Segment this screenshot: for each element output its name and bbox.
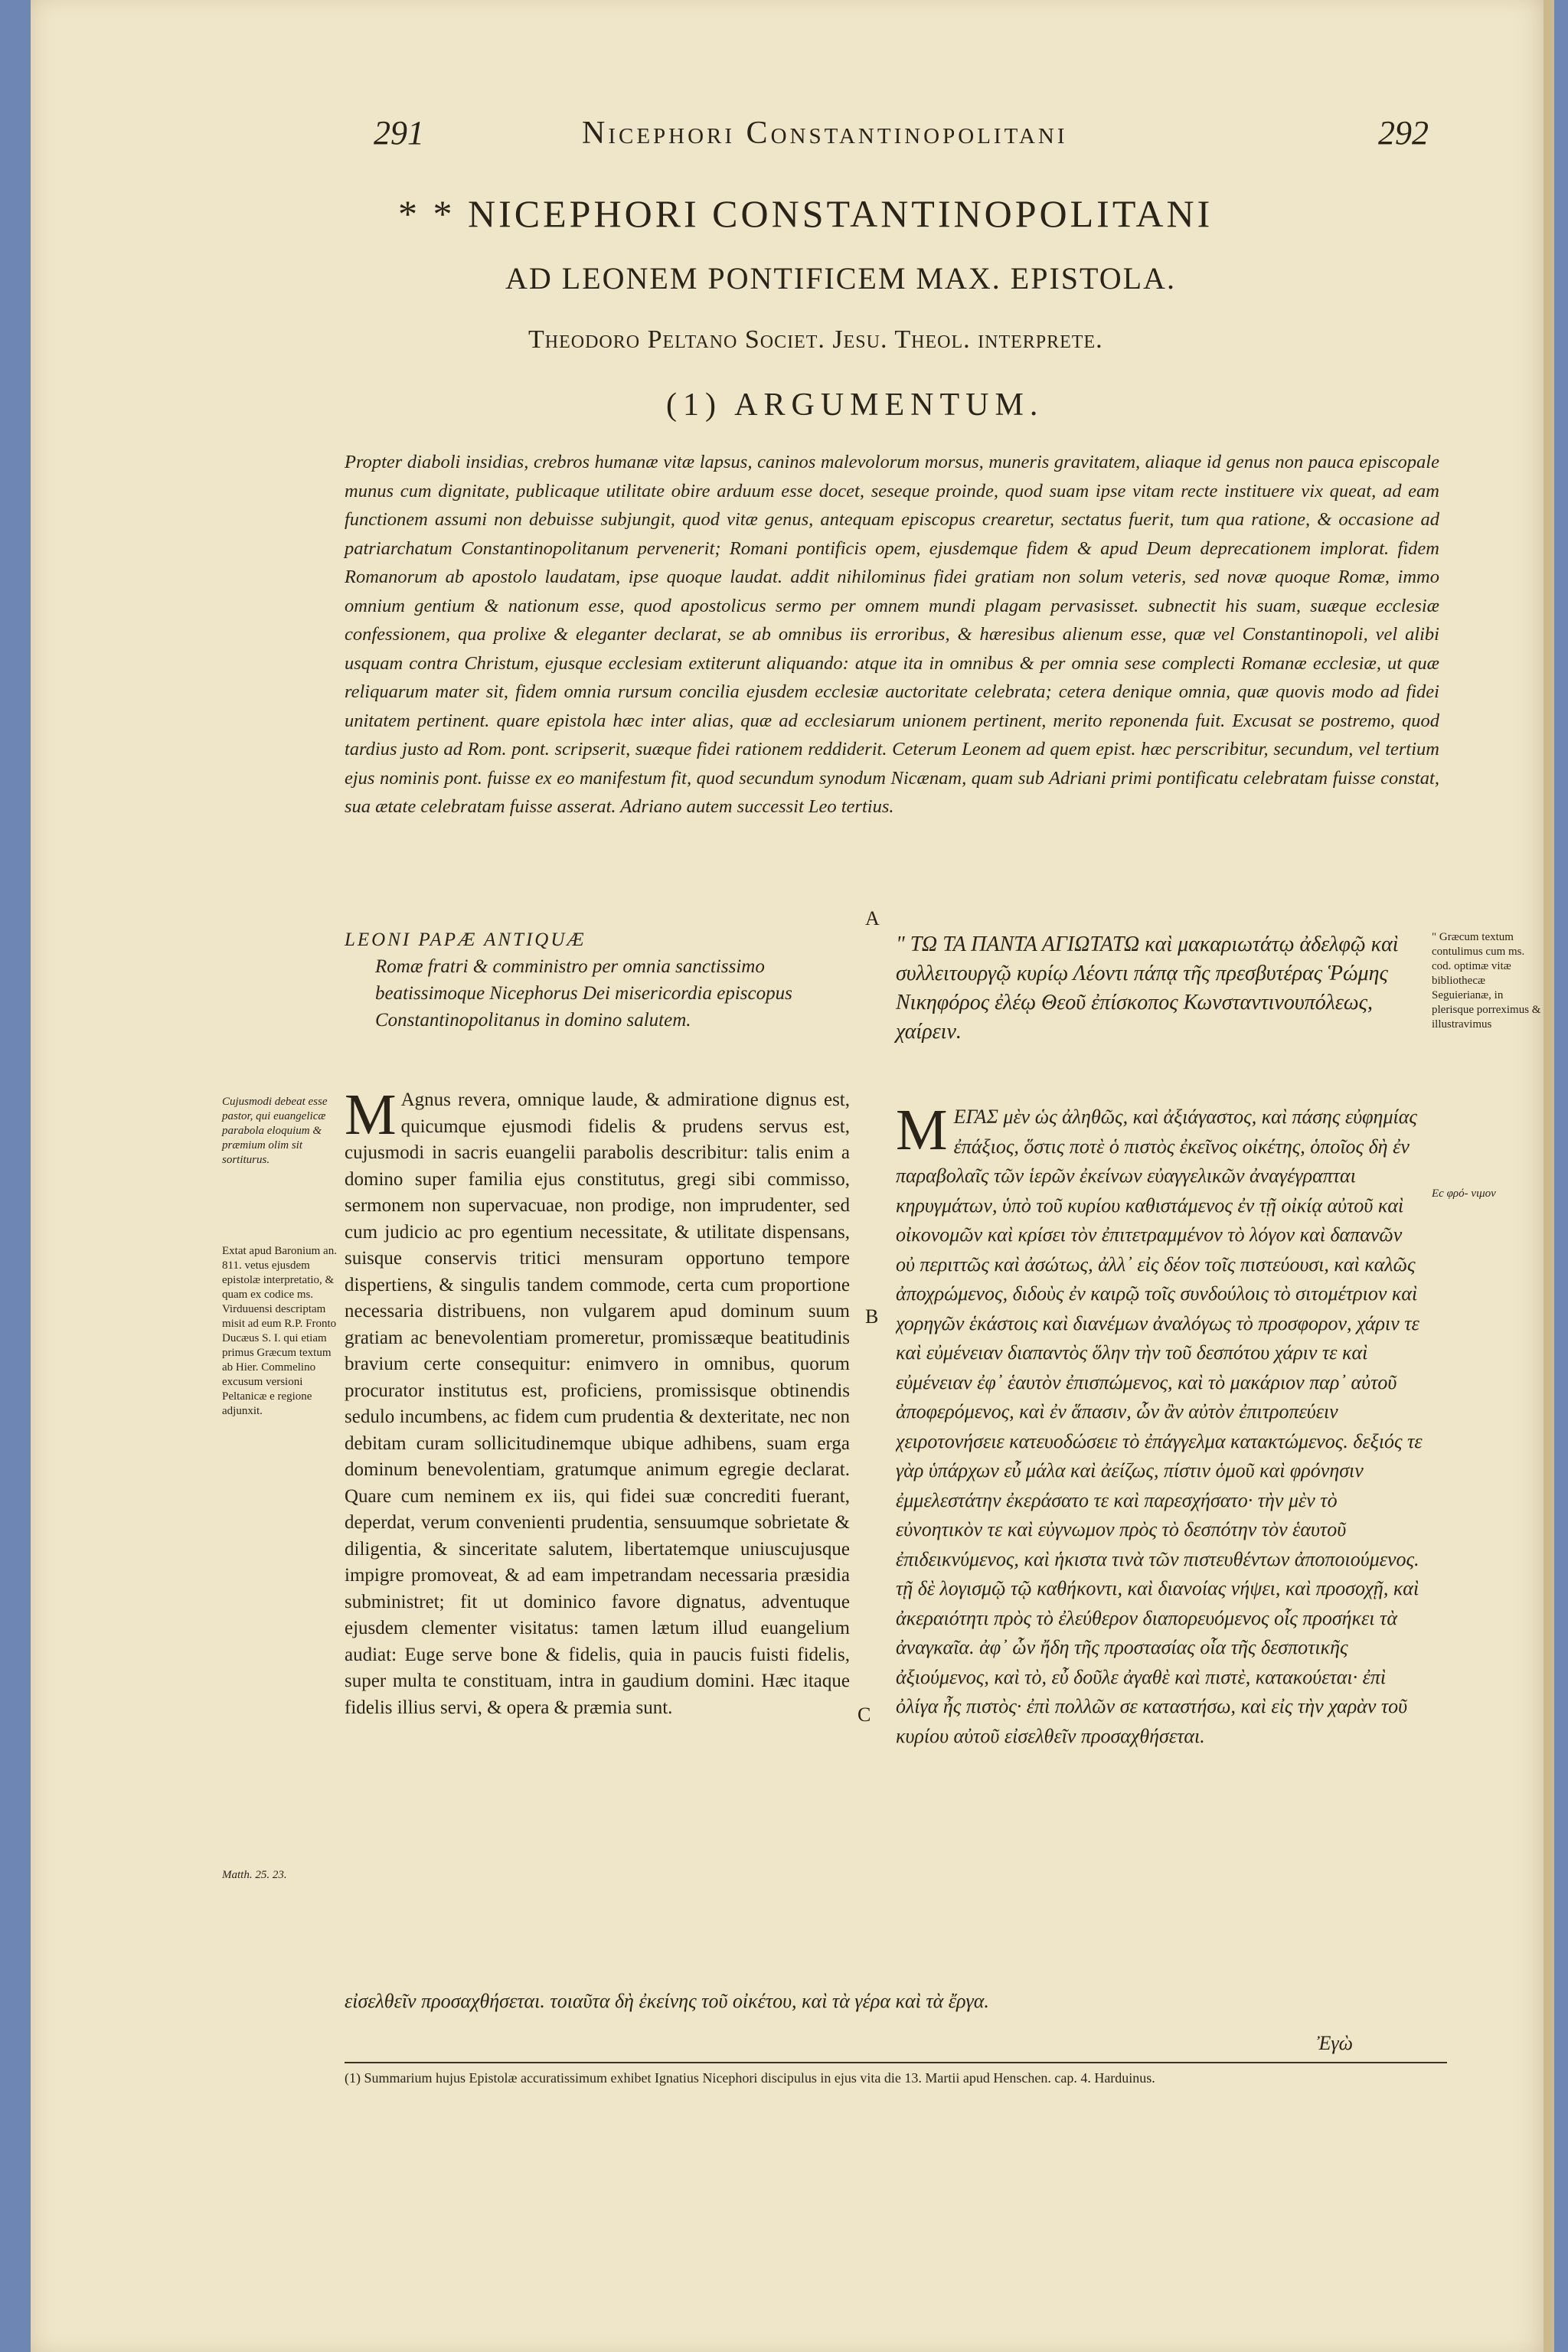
greek-text: ΕΓΑΣ μὲν ὡς ἀληθῶς, καὶ ἀξιάγαστος, καὶ πάσης εὐφημίας ἐπάξιος, ὅστις ποτὲ ὁ πιστὸς ἐκεῖνος οἰκέτης, ὁποῖος δὴ ἐν παραβολαῖς τῶν ἱερῶν ἐκείνων εὐαγγελικῶν ἀναγέγραπται κηρυγμάτων, ὑπὸ τοῦ κυρίου καθιστάμενος ἐν τῇ οἰκίᾳ αὐτοῦ καὶ οἰκονομῶν καὶ κρίσει τὸν ἐπιτετραμμένον τὸ λόγον καὶ δαπανῶν οὐ περιττῶς καὶ ἀσώτως, ἀλλ᾽ εἰς δέον τοῖς πιστεύουσι, καὶ καλῶς ἀποχρώμενος, διδοὺς ἐν καιρῷ τοῖς συνδούλοις τὸ σιτομέτριον καὶ χορηγῶν ἑκάστοις καὶ διανέμων ἀναλόγως τὸ προσφορον, χάριν τε καὶ εὐμένειαν διαπαντὸς ὅλην τὴν τοῦ δεσπότου χάριν τε καὶ εὐμένειαν ἐφ᾽ ἑαυτὸν ἐπισπώμενος, καὶ τὸ μακάριον παρ᾽ αὐτοῦ ἀποφερόμενος, καὶ ἐν ἅπασιν, ὧν ἂν αὐτὸν ἐπιτροπεύειν χειροτονήσειε κατευοδώσειε τὸ ἐπάγγελμα κατακτώμενος. δεξιός τε γὰρ ὑπάρχων εὖ μάλα καὶ ἀείζως, πίστιν ὁμοῦ καὶ φρόνησιν ἐμμελεστάτην ἐκεράσατο τε καὶ παρεσχήσατο· τὴν μὲν τὸ εὐνοητικὸν τε καὶ εὐγνωμον πρὸς τὸ δεσπότην τὸν ἑαυτοῦ ἐπιδεικνύμενος, καὶ ἡκιστα τινὰ τῶν πιστευθέντων ἀποποιούμενος. τῇ δὲ λογισμῷ τῷ καθήκοντι, καὶ διανοίας νήψει, καὶ προσοχῇ, καὶ ἀκεραιότητι πρὸς τὸ ἐλεύθερον διαπορευόμενος οἷς προσήκει τὰ ἀναγκαῖα. ἀφ᾽ ὧν ἤδη τῆς προστασίας οἷα τῆς δεσποτικῆς ἀξιούμενος, καὶ τὸ, εὖ δοῦλε ἀγαθὲ καὶ πιστὲ, κατακούεται· ἐπὶ ὀλίγα ἦς πιστὸς· ἐπὶ πολλῶν σε καταστήσω, καὶ εἰς τὴν χαρὰν τοῦ κυρίου αὐτοῦ εἰσελθεῖν προσαχθήσεται. (896, 1106, 1423, 1747)
section-mark-a: A (865, 907, 880, 929)
catchword: Ἐγὼ (1317, 2032, 1354, 2054)
greek-tail-line: εἰσελθεῖν προσαχθήσεται. τοιαῦτα δὴ ἐκείνης τοῦ οἰκέτου, καὶ τὰ γέρα καὶ τὰ ἔργα. (345, 1990, 989, 2012)
title-main: * * NICEPHORI CONSTANTINOPOLITANI (398, 192, 1214, 235)
latin-salutation (345, 926, 850, 1034)
footnote-rule (345, 2062, 1447, 2063)
greek-dropcap: Μ (896, 1102, 948, 1162)
section-mark-b: B (865, 1305, 879, 1328)
page-edge (1544, 0, 1554, 2352)
footnote: (1) Summarium hujus Epistolæ accuratissimum exhibet Ignatius Nicephori discipulus in ejus vita die 13. Martii apud Henschen. cap. 4. Harduinus. (345, 2070, 1155, 2086)
section-mark-c: C (858, 1704, 871, 1726)
running-title: Nicephori Constantinopolitani (582, 116, 1068, 151)
greek-salutation: " ΤΩ ΤΑ ΠΑΝΤΑ ΑΓΙΩΤΑΤΩ καὶ μακαριωτάτῳ ἀδελφῷ καὶ συλλειτουργῷ κυρίῳ Λέοντι πάπᾳ τῆς πρεσβυτέρας Ῥώμης Νικηφόρος ἐλέῳ Θεοῦ ἐπίσκοπος Κωνσταντινουπόλεως, χαίρειν. (896, 933, 1399, 1044)
title-argumentum: (1) ARGUMENTUM. (666, 387, 1044, 423)
margin-note-baronius: Extat apud Baronium an. 811. vetus ejusdem epistolæ interpretatio, & quam ex codice ms. Virduuensi descriptam misit ad eum R.P. Fronto Ducæus S. I. qui etiam primus Græcum textum ab Hier. Commelino excusum versioni Peltanicæ e regione adjunxit. (222, 1245, 337, 1417)
latin-salutation-head: LEONI PAPÆ ANTIQUÆ (345, 929, 586, 950)
margin-note-variant: Ec φρό- νιμον (1432, 1187, 1496, 1200)
latin-body (345, 1087, 850, 1960)
margin-note-matthew: Matth. 25. 23. (222, 1869, 287, 1881)
title-translator: Theodoro Peltano Societ. Jesu. Theol. interprete. (528, 325, 1103, 354)
title-subtitle: AD LEONEM PONTIFICEM MAX. EPISTOLA. (505, 261, 1176, 296)
latin-salutation-body: Romæ fratri & comministro per omnia sanctissimo beatissimoque Nicephorus Dei misericordia episcopus Constantinopolitanus in domino salutem. (375, 956, 792, 1031)
page-number-left: 291 (374, 114, 424, 152)
latin-text: Agnus revera, omnique laude, & admiratione dignus est, quicumque ejusmodi fidelis & prudens servus est, cujusmodi in sacris euangelii parabolis describitur: talis enim a domino super familia ejus constitutus, gregi sibi commisso, sermonem non supervacuae, non prodige, non imprudenter, sed cum judicio ac pro egentium necessitate, & utilitate dispensans, suisque conservis tritici mensuram opportuno tempore dispertiens, & singulis tandem commode, certa cum proportione necessaria distribuens, non vulgarem apud dominum suum gratiam ac benevolentiam promeretur, promissæque beatitudinis bravium certe consequitur: enimvero in omnibus, quorum procurator institutus est, proficiens, promissisque obtinendis sedulo incumbens, ac fidem cum prudentia & dexteritate, nec non debitam curam sollicitudinemque ubique adhibens, suam erga dominum benevolentiam, gratumque animum egregie declarat. Quare cum neminem ex iis, qui fidei suæ concrediti fuerant, deperdat, verum convenienti prudentia, sensuumque sobrietate & diligentia, & sinceritate salutem, libertatemque uniuscujusque impigre promoveat, & ad eam impetrandam necessaria præsidia subministret; fit ut dominico favore dignatus, adventuque ejusdem clementer visitatus: tamen lætum illud euangelium audiat: Euge serve bone & fidelis, quia in paucis fuisti fidelis, super multa te constituam, intra in gaudium domini. Hæc itaque fidelis illius servi, & opera & præmia sunt. (345, 1089, 850, 1718)
page-number-right: 292 (1378, 114, 1429, 152)
latin-dropcap: M (345, 1087, 397, 1147)
margin-note-greek-text: " Græcum textum contulimus cum ms. cod. optimæ vitæ bibliothecæ Seguierianæ, in plerisque porreximus & illustravimus (1432, 931, 1541, 1031)
margin-note-pastor: Cujusmodi debeat esse pastor, qui euangelicæ parabola eloquium & præmium olim sit sortiturus. (222, 1096, 328, 1166)
argument-paragraph: Propter diaboli insidias, crebros humanæ vitæ lapsus, caninos malevolorum morsus, muneris gravitatem, aliaque id genus non pauca episcopale munus cum dignitate, publicaque utilitate obire arduum esse docet, seseque proinde, quod suam ipse vitam recte instituere vix queat, ad eam functionem assumi non debuisse subjungit, quod vitæ genus, antequam episcopus crearetur, sectatus fuerit, tum qua ratione, & occasione ad patriarchatum Constantinopolitanum pervenerit; Romani pontificis opem, ejusdemque fidem & apud Deum deprecationem implorat. fidem Romanorum ab apostolo laudatam, ipse quoque laudat. addit nihilominus fidei gratiam non solum veteris, sed novæ quoque Romæ, immo omnium gentium & nationum esse, quod apostolicus sermo per omnem mundi plagam pervasisset. subnectit his suam, suæque ecclesiæ confessionem, qua prolixe & eleganter declarat, se ab omnibus iis erroribus, & hæresibus alienum esse, quæ vel Constantinopoli, vel alibi usquam contra Christum, ejusque ecclesiam extiterunt aliquando: atque ita in omnibus & per omnia sese complecti Romanæ ecclesiæ, ut quæ reliquarum mater sit, fidem omnia rursum concilia ejusdem ecclesiæ auctoritate celebrata; cetera denique omnia, quæ quovis modo ad fidei unitatem pertinent. quare epistola hæc inter alias, quæ ad ecclesiarum unionem pertinent, merito reponenda fuit. Excusat se postremo, quod tardius justo ad Rom. pont. scripserit, suæque fidei rationem reddiderit. Ceterum Leonem ad quem epist. hæc perscribitur, secundum, vel tertium ejus nominis pont. fuisse ex eo manifestum fit, quod secundum synodum Nicænam, quam sub Adriani primi pontificatu celebratam fuisse constat, sua ætate celebratam fuisse asserat. Adriano autem successit Leo tertius. (345, 452, 1439, 817)
greek-body (896, 1102, 1424, 2029)
